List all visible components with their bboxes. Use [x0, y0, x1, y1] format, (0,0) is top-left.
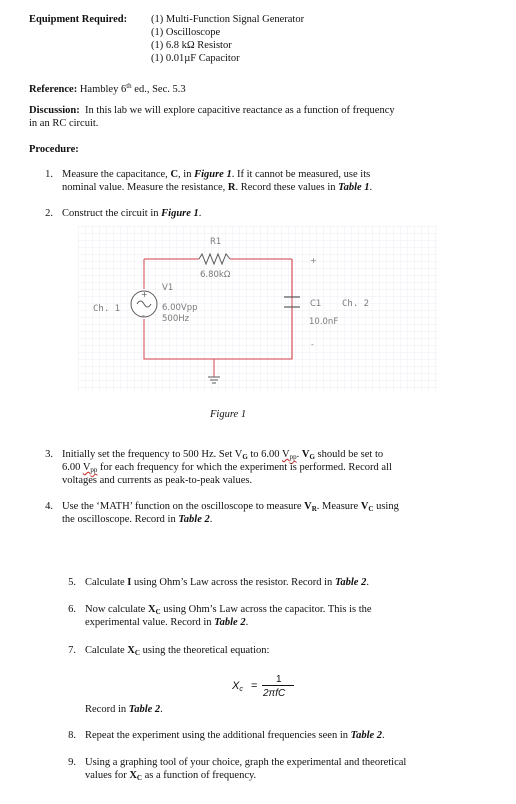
resistor-name: R1 [210, 237, 222, 247]
equation-lhs: $X_c$ [232, 680, 243, 693]
circuit-diagram [78, 226, 438, 391]
step-9-line-1: Using a graphing tool of your choice, graph the experimental and theoretical [85, 757, 407, 768]
resistor-value: 6.80kΩ [200, 270, 231, 280]
equation-fraction-bar [262, 685, 294, 686]
source-name: V1 [162, 283, 174, 293]
step-4-number: 4. [45, 501, 53, 512]
step-8-text: Repeat the experiment using the additional frequencies seen in Table 2. [85, 730, 385, 741]
reference-label: Reference: [29, 84, 78, 95]
discussion: Discussion: In this lab we will explore capacitive reactance as a function of frequency [29, 105, 395, 116]
step-1-line-1: Measure the capacitance, C, in Figure 1. If it cannot be measured, use its [62, 169, 371, 180]
step-5-text: Calculate I using Ohm’s Law across the resistor. Record in Table 2. [85, 577, 369, 588]
equipment-label: Equipment Required: [29, 14, 128, 25]
step-3-line-3: voltages and currents as peak-to-peak values. [62, 475, 253, 486]
step-2-text: Construct the circuit in Figure 1. [62, 208, 202, 219]
step-7-record: Record in Table 2. [85, 704, 163, 715]
procedure-label: Procedure: [29, 144, 79, 155]
capacitor-name: C1 [310, 299, 322, 309]
step-1-line-2: nominal value. Measure the resistance, R. Record these values in Table 1. [62, 182, 373, 193]
discussion-label: Discussion: [29, 105, 80, 116]
equation-denominator: 2πfC [263, 688, 286, 699]
step-7-number: 7. [68, 645, 76, 656]
channel-2-label: Ch. 2 [342, 299, 370, 309]
step-3-line-1: Initially set the frequency to 500 Hz. Set $V_G$ to 6.00 $V_{pp}$. $V_G$ should be set to [62, 449, 384, 461]
step-1-number: 1. [45, 169, 53, 180]
step-6-line-2: experimental value. Record in Table 2. [85, 617, 249, 628]
step-7-text: Calculate $X_C$ using the theoretical equation: [85, 645, 270, 657]
equation-equals: = [251, 680, 258, 692]
source-plus-sign: + [141, 290, 148, 299]
step-3-line-2: 6.00 $V_{pp}$ for each frequency for which the experiment is performed. Record all [62, 462, 392, 474]
step-4-line-2: the oscilloscope. Record in Table 2. [62, 514, 213, 525]
step-3-number: 3. [45, 449, 53, 460]
step-5-number: 5. [68, 577, 76, 588]
equipment-item-1: (1) Multi-Function Signal Generator [151, 14, 305, 25]
step-9-number: 9. [68, 757, 76, 768]
reference-text: Hambley 6th ed., Sec. 5.3 [79, 82, 186, 95]
equation-numerator: 1 [276, 674, 282, 685]
discussion-line-2: in an RC circuit. [29, 118, 99, 129]
step-2-number: 2. [45, 208, 53, 219]
step-6-line-1: Now calculate $X_C$ using Ohm’s Law across the capacitor. This is the [85, 604, 372, 616]
capacitor-minus-sign: - [311, 340, 314, 349]
capacitor-value: 10.0nF [309, 317, 339, 327]
equipment-item-4: (1) 0.01µF Capacitor [151, 53, 240, 64]
source-amplitude: 6.00Vpp [162, 303, 198, 313]
reactance-equation [232, 676, 302, 702]
reference [29, 80, 186, 96]
source-frequency: 500Hz [162, 314, 190, 324]
source-minus-sign: - [142, 311, 145, 320]
channel-1-label: Ch. 1 [93, 304, 121, 314]
step-4-line-1: Use the ‘MATH’ function on the oscilloscope to measure $V_R$. Measure $V_C$ using [62, 501, 399, 513]
step-9-line-2: values for $X_C$ as a function of frequency. [85, 770, 257, 782]
equipment-item-2: (1) Oscilloscope [151, 27, 221, 38]
step-6-number: 6. [68, 604, 76, 615]
capacitor-plus-sign: + [310, 256, 317, 265]
step-8-number: 8. [68, 730, 76, 741]
equipment-item-3: (1) 6.8 kΩ Resistor [151, 40, 232, 51]
figure-caption: Figure 1 [210, 409, 247, 420]
